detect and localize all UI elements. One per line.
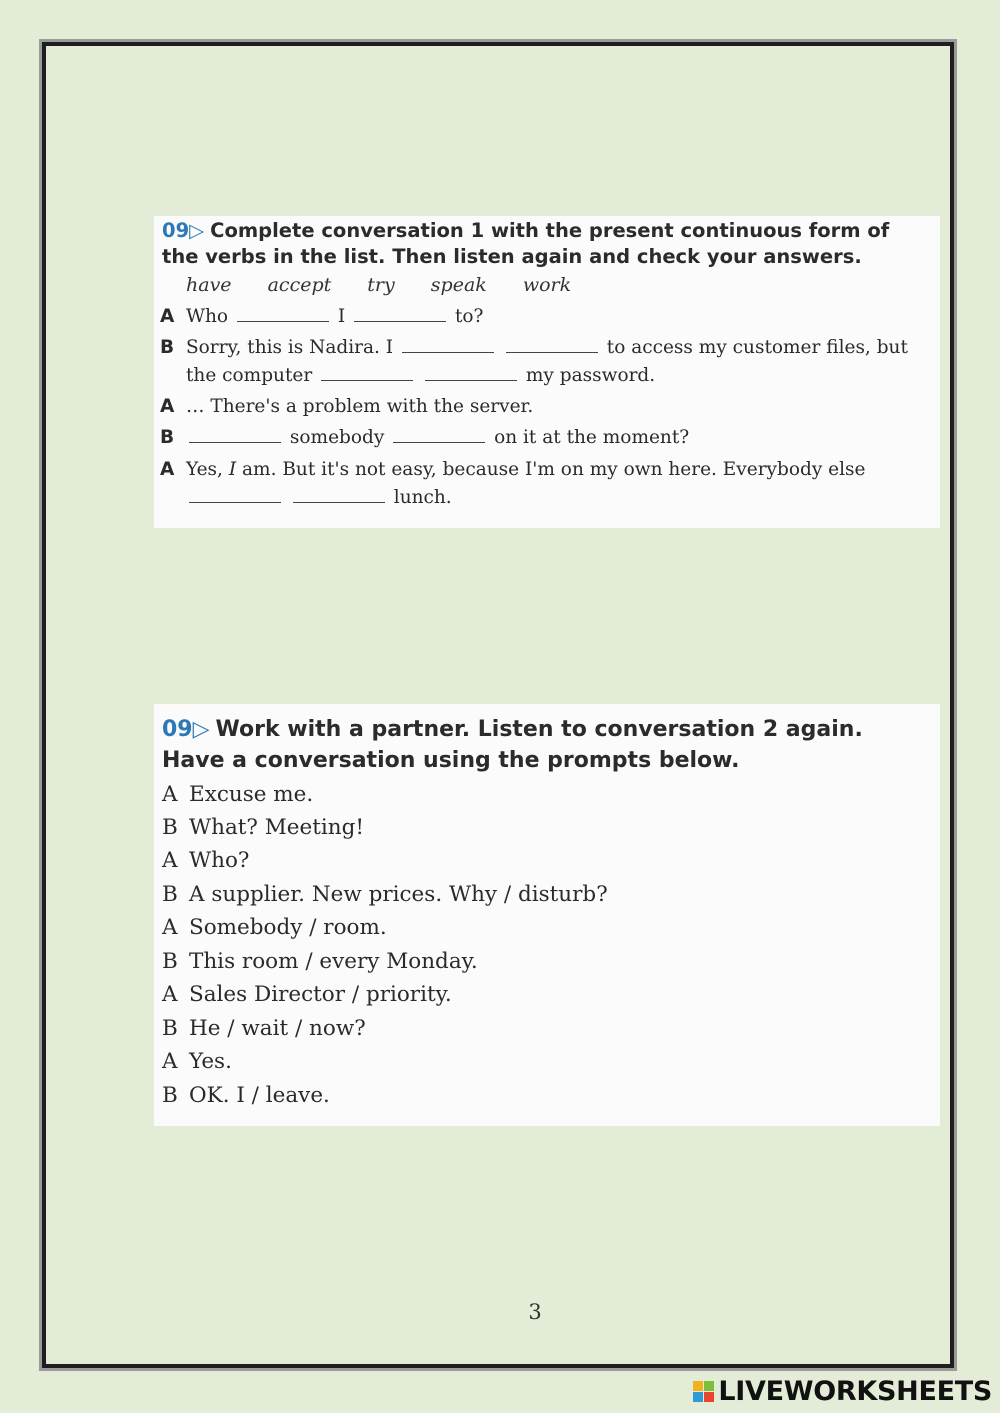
- answer-blank[interactable]: [354, 303, 446, 322]
- prompt-text: Excuse me.: [189, 782, 314, 807]
- prompt-text: Sales Director / priority.: [189, 982, 452, 1007]
- speaker-label: B: [160, 337, 175, 358]
- speaker-label: B: [162, 1083, 178, 1108]
- prompt-line: [162, 980, 452, 1010]
- line-text: to access my customer files, but: [606, 337, 908, 358]
- track-code: 09: [162, 219, 190, 242]
- speaker-label: A: [162, 915, 178, 940]
- line-text: the computer: [186, 365, 313, 386]
- exercise-2-card: [154, 704, 940, 1126]
- prompt-line: [162, 1014, 366, 1044]
- verb-item: work: [522, 274, 572, 296]
- prompt-line: [162, 913, 387, 943]
- line-text: Sorry, this is Nadira. I: [186, 337, 394, 358]
- speaker-label: A: [162, 848, 178, 873]
- line-text: to?: [454, 306, 484, 327]
- speaker-label: B: [162, 882, 178, 907]
- prompt-line: [162, 1047, 232, 1077]
- verb-item: speak: [430, 274, 487, 296]
- answer-blank[interactable]: [189, 424, 281, 443]
- line-text: on it at the moment?: [494, 427, 690, 448]
- answer-blank[interactable]: [506, 334, 598, 353]
- line-text: my password.: [525, 365, 656, 386]
- answer-blank[interactable]: [293, 484, 385, 503]
- speaker-label: B: [160, 427, 175, 448]
- prompt-line: [162, 1081, 330, 1111]
- speaker-label: A: [162, 782, 178, 807]
- speaker-label: B: [162, 1016, 178, 1041]
- play-arrow-icon: ▷: [192, 717, 210, 742]
- liveworksheets-logo[interactable]: [693, 1376, 992, 1407]
- verb-item: accept: [267, 274, 332, 296]
- dialogue-line: [160, 393, 533, 421]
- dialogue-line: [160, 456, 865, 484]
- exercise-1-card: [154, 216, 940, 528]
- exercise-1-instruction: Complete conversation 1 with the present continuous form of the verbs in the list. Then listen again and check your answers.: [162, 219, 890, 268]
- answer-blank[interactable]: [321, 362, 413, 381]
- answer-blank[interactable]: [393, 424, 485, 443]
- exercise-2-instruction: Work with a partner. Listen to conversation 2 again. Have a conversation using the prompts below.: [162, 717, 863, 773]
- prompt-text: Who?: [189, 848, 250, 873]
- page-number: 3: [528, 1300, 542, 1324]
- dialogue-line: [160, 303, 483, 331]
- answer-blank[interactable]: [402, 334, 494, 353]
- line-text: Yes,: [186, 459, 229, 480]
- prompt-text: What? Meeting!: [189, 815, 364, 840]
- prompt-text: This room / every Monday.: [189, 949, 478, 974]
- prompt-line: [162, 880, 608, 910]
- dialogue-line: [160, 484, 452, 512]
- speaker-label: A: [160, 306, 175, 327]
- prompt-line: [162, 947, 478, 977]
- line-text: lunch.: [393, 487, 452, 508]
- line-text: am. But it's not easy, because I'm on my own here. Everybody else: [236, 459, 866, 480]
- line-text: … There's a problem with the server.: [186, 396, 534, 417]
- dialogue-line: [160, 424, 689, 452]
- verb-list: [186, 274, 601, 296]
- prompt-line: [162, 780, 313, 810]
- speaker-label: B: [162, 949, 178, 974]
- dialogue-line: [160, 362, 655, 390]
- answer-blank[interactable]: [237, 303, 329, 322]
- play-arrow-icon: ▷: [189, 219, 205, 242]
- prompt-text: OK. I / leave.: [189, 1083, 330, 1108]
- line-text: somebody: [289, 427, 385, 448]
- dialogue-line: [160, 334, 908, 362]
- track-code: 09: [162, 717, 193, 742]
- prompt-text: Yes.: [189, 1049, 232, 1074]
- prompt-line: [162, 846, 249, 876]
- brand-name: LIVEWORKSHEETS: [718, 1376, 992, 1407]
- line-text-italic: I: [228, 459, 237, 480]
- answer-blank[interactable]: [189, 484, 281, 503]
- prompt-line: [162, 813, 364, 843]
- speaker-label: A: [160, 459, 175, 480]
- prompt-text: Somebody / room.: [189, 915, 387, 940]
- exercise-2-heading: [162, 714, 932, 776]
- line-text: I: [337, 306, 346, 327]
- line-text: Who: [186, 306, 229, 327]
- verb-item: have: [186, 274, 232, 296]
- answer-blank[interactable]: [425, 362, 517, 381]
- speaker-label: A: [162, 1049, 178, 1074]
- prompt-text: A supplier. New prices. Why / disturb?: [189, 882, 608, 907]
- verb-item: try: [367, 274, 395, 296]
- prompt-text: He / wait / now?: [189, 1016, 366, 1041]
- exercise-1-heading: [162, 218, 922, 270]
- speaker-label: A: [162, 982, 178, 1007]
- speaker-label: A: [160, 396, 175, 417]
- liveworksheets-logo-icon: [693, 1381, 714, 1402]
- speaker-label: B: [162, 815, 178, 840]
